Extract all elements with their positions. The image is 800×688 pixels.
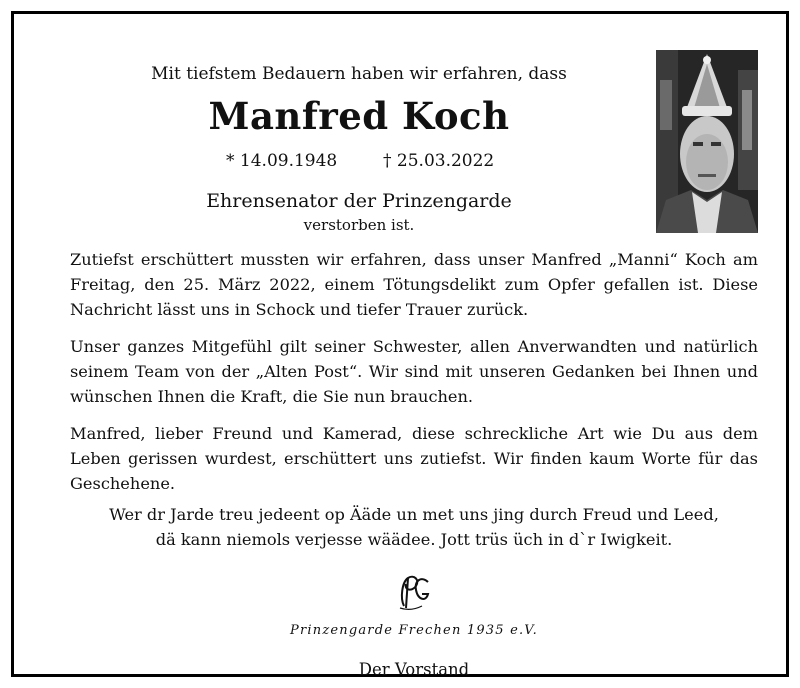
verse-line-1: Wer dr Jarde treu jedeent op Ääde un met uns jing durch Freud und Leed, xyxy=(109,505,719,524)
honorary-title: Ehrensenator der Prinzengarde xyxy=(206,190,512,212)
deceased-name: Manfred Koch xyxy=(208,94,510,138)
club-monogram-graphic xyxy=(390,572,438,612)
body-paragraph-3: Manfred, lieber Freund und Kamerad, diese schreckliche Art wie Du aus dem Leben gerissen wurdest, erschüttert uns zutiefst. Wir finden kaum Worte für das Geschehene. xyxy=(70,424,758,493)
verse-line-2: dä kann niemols verjesse wäädeе. Jott trüs üch in d`r Iwigkeit. xyxy=(155,530,673,549)
organization-name: Prinzengarde Frechen 1935 e.V. xyxy=(290,623,538,638)
birth-date: * 14.09.1948 xyxy=(226,151,338,171)
intro-line: Mit tiefstem Bedauern haben wir erfahren, dass xyxy=(151,64,567,84)
memorial-verse xyxy=(70,502,758,552)
body-paragraph-1: Zutiefst erschüttert mussten wir erfahren, dass unser Manfred „Manni“ Koch am Freitag, den 25. März 2022, einem Tötungsdelikt zum Opfer gefallen ist. Diese Nachricht lässt uns in Schock und tiefer Trauer zurück. xyxy=(70,250,758,319)
obituary-frame xyxy=(11,11,789,677)
portrait-photo-graphic xyxy=(656,50,758,233)
body-paragraph-2: Unser ganzes Mitgefühl gilt seiner Schwester, allen Anverwandten und natürlich seinem Team von der „Alten Post“. Wir sind mit unseren Gedanken bei Ihnen und wünschen Ihnen die Kraft, die Sie nun brauchen. xyxy=(70,337,758,406)
obituary-body xyxy=(70,247,758,508)
club-monogram-icon xyxy=(390,572,438,612)
signature-line: Der Vorstand xyxy=(358,660,470,679)
death-date: † 25.03.2022 xyxy=(383,151,495,171)
portrait-photo xyxy=(656,50,758,233)
passed-away-line: verstorben ist. xyxy=(303,216,415,234)
